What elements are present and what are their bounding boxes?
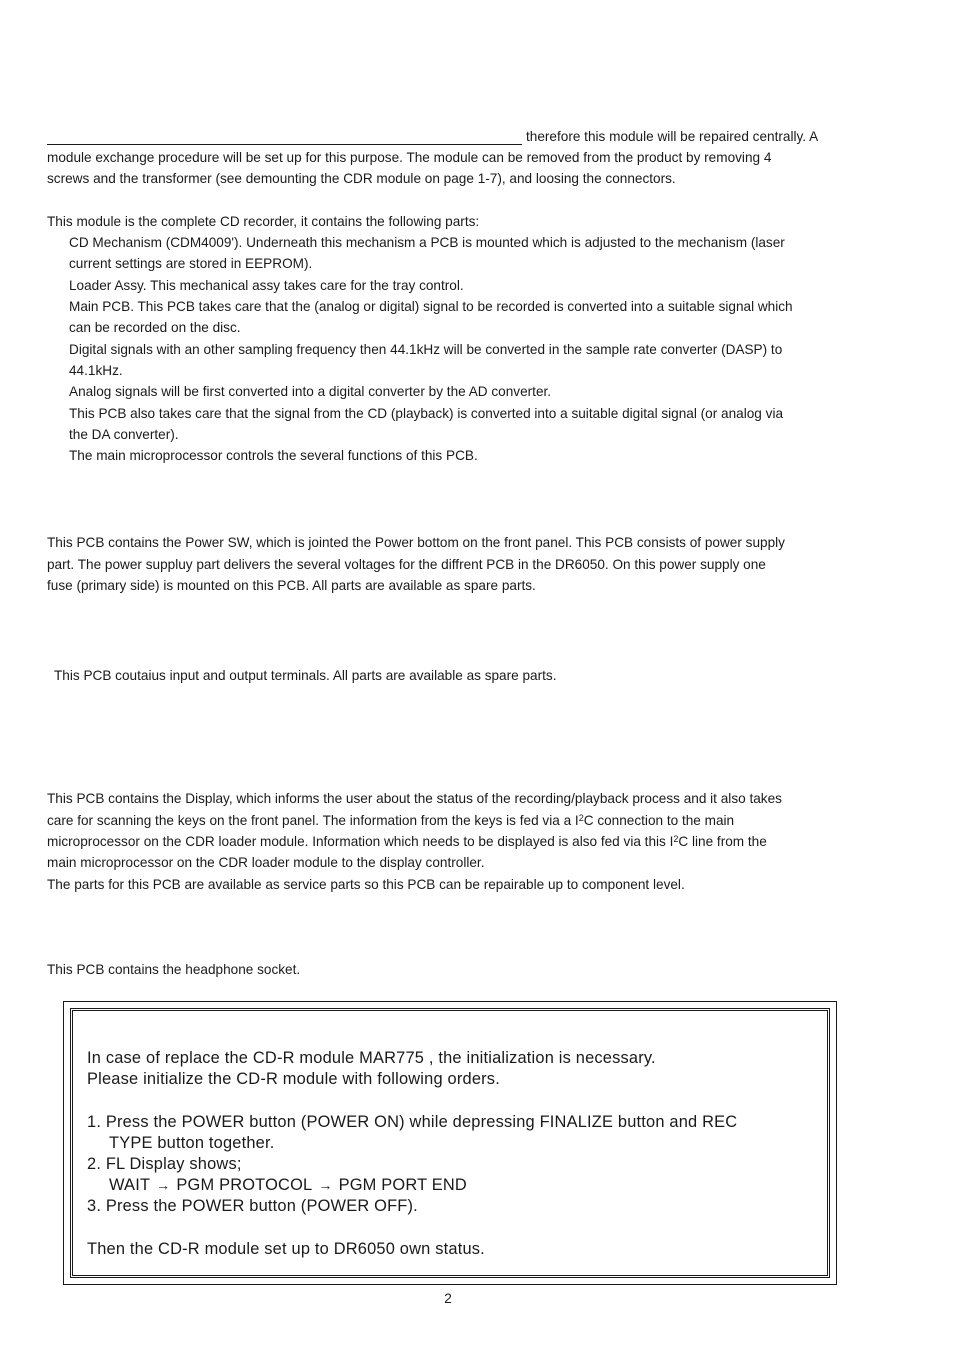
cdr-item: can be recorded on the disc. — [69, 320, 241, 335]
display-pcb-line-1: This PCB contains the Display, which informs the user about the status of the recording/playback process and it also takes — [47, 791, 782, 806]
cdr-item: current settings are stored in EEPROM). — [69, 256, 313, 271]
seq-pgm-port-end: PGM PORT END — [338, 1176, 467, 1194]
cdr-item: Analog signals will be first converted into a digital converter by the AD converter. — [69, 384, 552, 399]
notice-line-2: Please initialize the CD-R module with following orders. — [87, 1070, 500, 1088]
display-pcb-line-2: care for scanning the keys on the front panel. The information from the keys is fed via a $I^2C$ connection to the main — [47, 813, 735, 828]
blank-underline — [47, 144, 522, 145]
headphone-pcb-line-1: This PCB contains the headphone socket. — [47, 962, 301, 977]
notice-step-1a: 1. Press the POWER button (POWER ON) while depressing FINALIZE button and REC — [87, 1113, 738, 1131]
cdr-item: 44.1kHz. — [69, 363, 123, 378]
power-pcb-line-3: fuse (primary side) is mounted on this PCB. All parts are available as spare parts. — [47, 578, 536, 593]
display-pcb-line-5: The parts for this PCB are available as service parts so this PCB can be repairable up to component level. — [47, 877, 685, 892]
cdr-item: Main PCB. This PCB takes care that the (analog or digital) signal to be recorded is converted into a suitable signal which — [69, 299, 793, 314]
cdr-item: CD Mechanism (CDM4009'). Underneath this mechanism a PCB is mounted which is adjusted to the mechanism (laser — [69, 235, 785, 250]
cdr-item: Digital signals with an other sampling frequency then 44.1kHz will be converted in the sample rate converter (DASP) to — [69, 342, 783, 357]
display-pcb-line-4: main microprocessor on the CDR loader module to the display controller. — [47, 855, 485, 870]
cdr-item: Loader Assy. This mechanical assy takes care for the tray control. — [69, 278, 464, 293]
page-number: 2 — [444, 1291, 452, 1306]
cdr-item: The main microprocessor controls the several functions of this PCB. — [69, 448, 478, 463]
arrow-right-icon: → — [318, 1177, 333, 1193]
notice-step-3: 3. Press the POWER button (POWER OFF). — [87, 1197, 418, 1215]
arrow-right-icon: → — [156, 1177, 171, 1193]
power-pcb-line-1: This PCB contains the Power SW, which is jointed the Power bottom on the front panel. This PCB consists of power supply — [47, 535, 785, 550]
display-pcb-line-3: microprocessor on the CDR loader module. Information which needs to be displayed is also fed via this $I^2C$ line from the — [47, 834, 767, 849]
notice-step-2: 2. FL Display shows; — [87, 1155, 242, 1173]
intro-line-2: module exchange procedure will be set up for this purpose. The module can be removed from the product by removing 4 — [47, 150, 772, 165]
power-pcb-line-2: part. The power suppluy part delivers the several voltages for the diffrent PCB in the DR6050. On this power supply one — [47, 557, 766, 572]
intro-line-1: therefore this module will be repaired centrally. A — [526, 129, 819, 144]
cdr-module-intro: This module is the complete CD recorder, it contains the following parts: — [47, 214, 480, 229]
intro-line-3: screws and the transformer (see demounting the CDR module on page 1-7), and loosing the connectors. — [47, 171, 676, 186]
cdr-item: the DA converter). — [69, 427, 179, 442]
seq-pgm-protocol: PGM PROTOCOL — [176, 1176, 313, 1194]
notice-line-1: In case of replace the CD-R module MAR775 , the initialization is necessary. — [87, 1049, 656, 1067]
notice-display-sequence — [109, 1175, 467, 1196]
cdr-item: This PCB also takes care that the signal from the CD (playback) is converted into a suitable digital signal (or analog via — [69, 406, 784, 421]
notice-step-1b: TYPE button together. — [109, 1134, 275, 1152]
io-pcb-line-1: This PCB coutaius input and output terminals. All parts are available as spare parts. — [54, 668, 557, 683]
seq-wait: WAIT — [109, 1176, 151, 1194]
notice-closing: Then the CD-R module set up to DR6050 own status. — [87, 1240, 485, 1258]
